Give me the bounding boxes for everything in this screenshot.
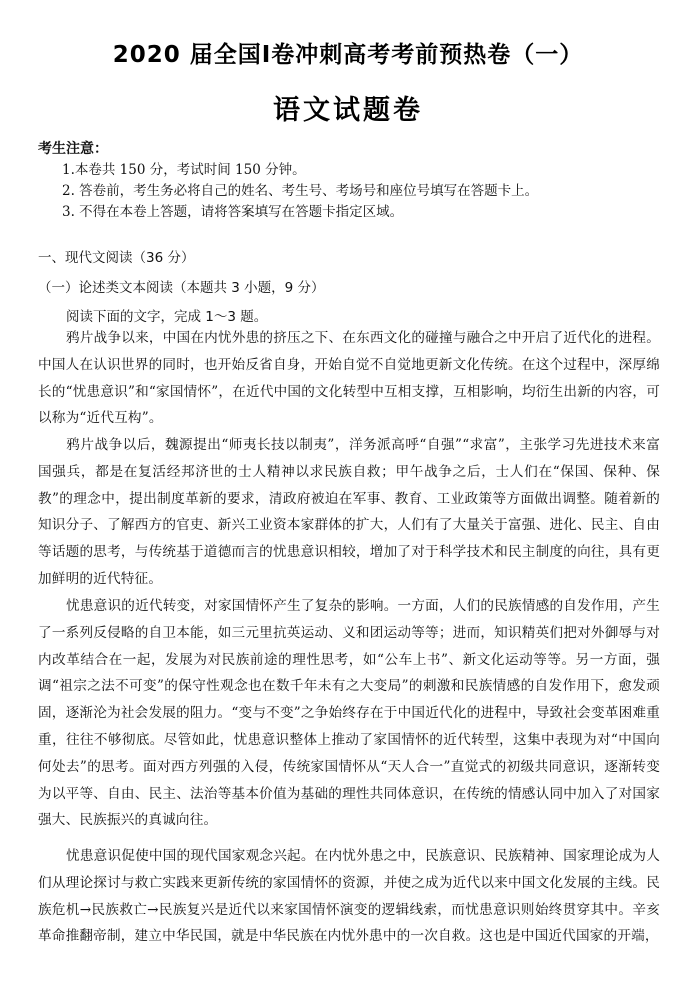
sub-section-heading: （一）论述类文本阅读（本题共 3 小题，9 分）: [38, 280, 325, 296]
passage-paragraph: [38, 325, 660, 432]
exam-subtitle: 语文试题卷: [273, 95, 423, 126]
passage-paragraph-text: 忧患意识的近代转变，对家国情怀产生了复杂的影响。一方面，人们的民族情感的自发作用，产生了一系列反侵略的自卫本能，如三元里抗英运动、义和团运动等等；进而，知识精英们把对外御辱与对内改革结合在一起，发展为对民族前途的理性思考，如“公车上书”、新文化运动等等。另一方面，强调“祖宗之法不可变”的保守性观念也在数千年未有之大变局”的刺激和民族情感的自发作用下，愈发顽固，逐渐沦为社会发展的阻力。“变与不变”之争始终存在于中国近代化的进程中，导致社会变革困难重重，往往不够彻底。尽管如此，忧患意识整体上推动了家国情怀的近代转型，这集中表现为对“中国向何处去”的思考。面对西方列强的入侵，传统家国情怀从“天人合一”直觉式的初级共同意识，逐渐转变为以平等、自由、民主、法治等基本价值为基础的理性共同体意识，在传统的情感认同中加入了对国家强大、民族振兴的真诚向往。: [38, 598, 660, 829]
notice-heading: 考生注意：: [38, 141, 108, 157]
passage-paragraph-text: 忧患意识促使中国的现代国家观念兴起。在内忧外患之中，民族意识、民族精神、国家理论成为人们从理论探讨与救亡实践来更新传统的家国情怀的资源，并使之成为近代以来中国文化发展的主线。民族危机→民族救亡→民族复兴是近代以来家国情怀演变的逻辑线索，而忧患意识则始终贯穿其中。辛亥革命推翻帝制，建立中华民国，就是中华民族在内忧外患中的一次自救。这也是中国近代国家的开端，: [38, 848, 660, 945]
passage-paragraph: [38, 432, 660, 593]
passage-paragraph-text: 鸦片战争以后，魏源提出“师夷长技以制夷”，洋务派高呼“自强”“求富”，主张学习先进技术来富国强兵，都是在复活经邦济世的士人精神以求民族自救；甲午战争之后，士人们在“保国、保种、保教”的理念中，提出制度革新的要求，清政府被迫在军事、教育、工业政策等方面做出调整。随着新的知识分子、了解西方的官吏、新兴工业资本家群体的扩大，人们有了大量关于富强、进化、民主、自由等话题的思考，与传统基于道德而言的忧患意识相较，增加了对于科学技术和民主制度的向往，具有更加鲜明的近代特征。: [38, 437, 660, 587]
notice-item: 3. 不得在本卷上答题，请将答案填写在答题卡指定区域。: [62, 204, 404, 220]
notice-item: 1.本卷共 150 分，考试时间 150 分钟。: [62, 162, 306, 178]
reading-instruction: 阅读下面的文字，完成 1～3 题。: [66, 309, 268, 325]
passage-paragraph: [38, 593, 660, 834]
section-heading: 一、现代文阅读（36 分）: [38, 250, 195, 266]
passage-paragraph-text: 鸦片战争以来，中国在内忧外患的挤压之下、在东西文化的碰撞与融合之中开启了近代化的进程。中国人在认识世界的同时，也开始反省自身，开始自觉不自觉地更新文化传统。在这个过程中，深厚绵长的“忧患意识”和“家国情怀”，在近代中国的文化转型中互相支撑，互相影响，均衍生出新的内容，可以称为“近代互构”。: [38, 330, 660, 427]
exam-title: 2020 届全国Ⅰ卷冲刺高考考前预热卷（一）: [112, 42, 584, 68]
notice-item: 2. 答卷前，考生务必将自己的姓名、考生号、考场号和座位号填写在答题卡上。: [62, 183, 539, 199]
passage-paragraph: [38, 843, 660, 950]
